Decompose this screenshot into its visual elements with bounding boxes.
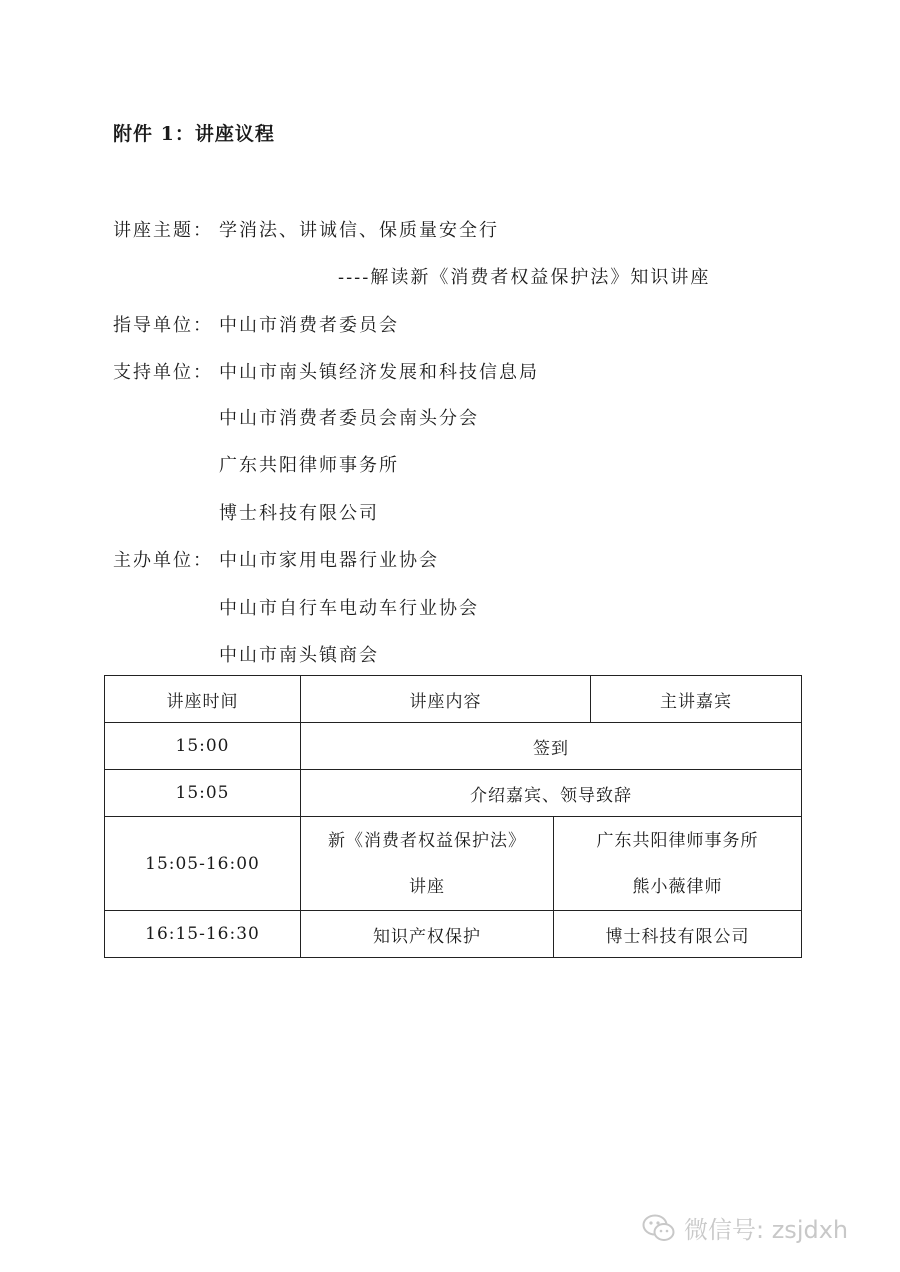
table-row bbox=[105, 911, 802, 958]
row-speaker: 博士科技有限公司 bbox=[554, 911, 802, 958]
host-value-1: 中山市家用电器行业协会 bbox=[219, 550, 439, 571]
support-value-3: 广东共阳律师事务所 bbox=[219, 455, 399, 476]
table-row bbox=[105, 770, 802, 817]
theme-value: 学消法、讲诚信、保质量安全行 bbox=[219, 220, 499, 241]
host-value-3: 中山市南头镇商会 bbox=[219, 645, 379, 666]
row-speaker bbox=[554, 817, 802, 911]
theme-label: 讲座主题： bbox=[113, 220, 213, 241]
wechat-icon bbox=[642, 1213, 676, 1243]
header-speaker: 主讲嘉宾 bbox=[591, 676, 802, 723]
agenda-table bbox=[104, 675, 802, 958]
table-row bbox=[105, 723, 802, 770]
guide-label: 指导单位： bbox=[113, 315, 213, 336]
row-speaker-line-1: 广东共阳律师事务所 bbox=[596, 830, 759, 851]
row-content bbox=[301, 817, 554, 911]
row-content: 介绍嘉宾、领导致辞 bbox=[301, 770, 802, 817]
row-content: 知识产权保护 bbox=[301, 911, 554, 958]
table-row bbox=[105, 817, 802, 911]
host-label: 主办单位： bbox=[113, 550, 213, 571]
support-value-1: 中山市南头镇经济发展和科技信息局 bbox=[219, 362, 539, 383]
header-content: 讲座内容 bbox=[301, 676, 591, 723]
row-time: 16:15-16:30 bbox=[105, 911, 301, 958]
watermark bbox=[642, 1210, 848, 1245]
page-title: 附件 1：讲座议程 bbox=[113, 123, 275, 145]
row-time: 15:05 bbox=[105, 770, 301, 817]
theme-subtitle: ----解读新《消费者权益保护法》知识讲座 bbox=[338, 267, 711, 288]
row-content-line-2: 讲座 bbox=[409, 876, 445, 897]
header-time: 讲座时间 bbox=[105, 676, 301, 723]
support-value-2: 中山市消费者委员会南头分会 bbox=[219, 408, 479, 429]
watermark-text: 微信号: zsjdxh bbox=[684, 1216, 849, 1244]
row-content-line-1: 新《消费者权益保护法》 bbox=[328, 830, 526, 851]
support-value-4: 博士科技有限公司 bbox=[219, 503, 379, 524]
host-value-2: 中山市自行车电动车行业协会 bbox=[219, 598, 479, 619]
row-time: 15:00 bbox=[105, 723, 301, 770]
table-header-row bbox=[105, 676, 802, 723]
guide-value: 中山市消费者委员会 bbox=[219, 315, 399, 336]
row-time: 15:05-16:00 bbox=[105, 817, 301, 911]
row-speaker-line-2: 熊小薇律师 bbox=[632, 876, 723, 897]
row-content: 签到 bbox=[301, 723, 802, 770]
support-label: 支持单位： bbox=[113, 362, 213, 383]
